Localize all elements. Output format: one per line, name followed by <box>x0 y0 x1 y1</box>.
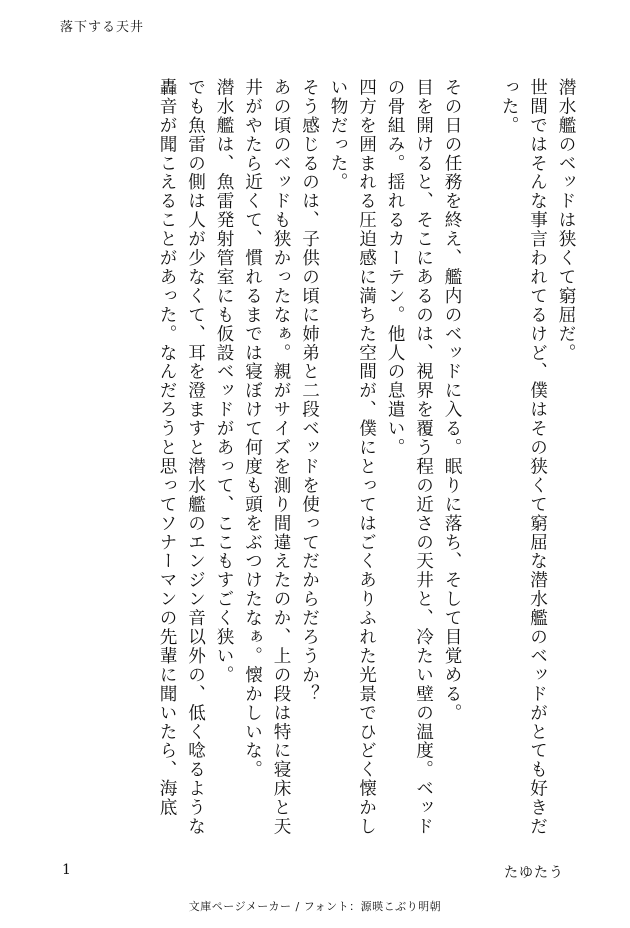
paragraph-1: 潜水艦のベッドは狭くて窮屈だ。 <box>556 78 576 363</box>
paragraph-7: あの頃のベッドも狭かったなぁ。親がサイズを測り間違えたのか、上の段は特に寝床と天井がやたら近くて、慣れるまでは寝ぼけて何度も頭をぶつけたなぁ。懐かしいな。 <box>242 78 291 836</box>
vertical-body-text <box>50 78 580 844</box>
page-number: 1 <box>62 862 71 878</box>
paragraph-9: でも魚雷の側は人が少なくて、耳を澄ますと潜水艦のエンジン音以外の、低く唸るような轟音が聞こえることがあった。なんだろうと思ってソナーマンの先輩に聞いたら、海底 <box>157 78 206 836</box>
paragraph-3: その日の任務を終え、艦内のベッドに入る。眠りに落ち、そして目覚める。 <box>442 78 462 723</box>
paragraph-8: 潜水艦は、魚雷発射管室にも仮設ベッドがあって、ここもすごく狭い。 <box>214 78 234 685</box>
paragraph-blank-line <box>466 78 495 844</box>
author-name: たゆたう <box>504 865 564 881</box>
paragraph-2: 世間ではそんな事言われてるけど、僕はその狭くて窮屈な潜水艦のベッドがとても好きだった。 <box>499 78 548 836</box>
footer-credit: 文庫ページメーカー / フォント：源暎こぶり明朝 <box>188 900 442 913</box>
paragraph-6: そう感じるのは、子供の頃に姉弟と二段ベッドを使ってだからだろうか？ <box>299 78 320 704</box>
paragraph-5: 四方を囲まれる圧迫感に満ちた空間が、僕にとってはごくありふれた光景でひどく懐かしい物だった。 <box>328 78 377 836</box>
paragraph-4: 目を開けると、そこにあるのは、視界を覆う程の近さの天井と、冷たい壁の温度。ベッドの骨組み。揺れるカーテン。他人の息遣い。 <box>385 78 434 836</box>
running-title: 落下する天井 <box>60 20 145 35</box>
